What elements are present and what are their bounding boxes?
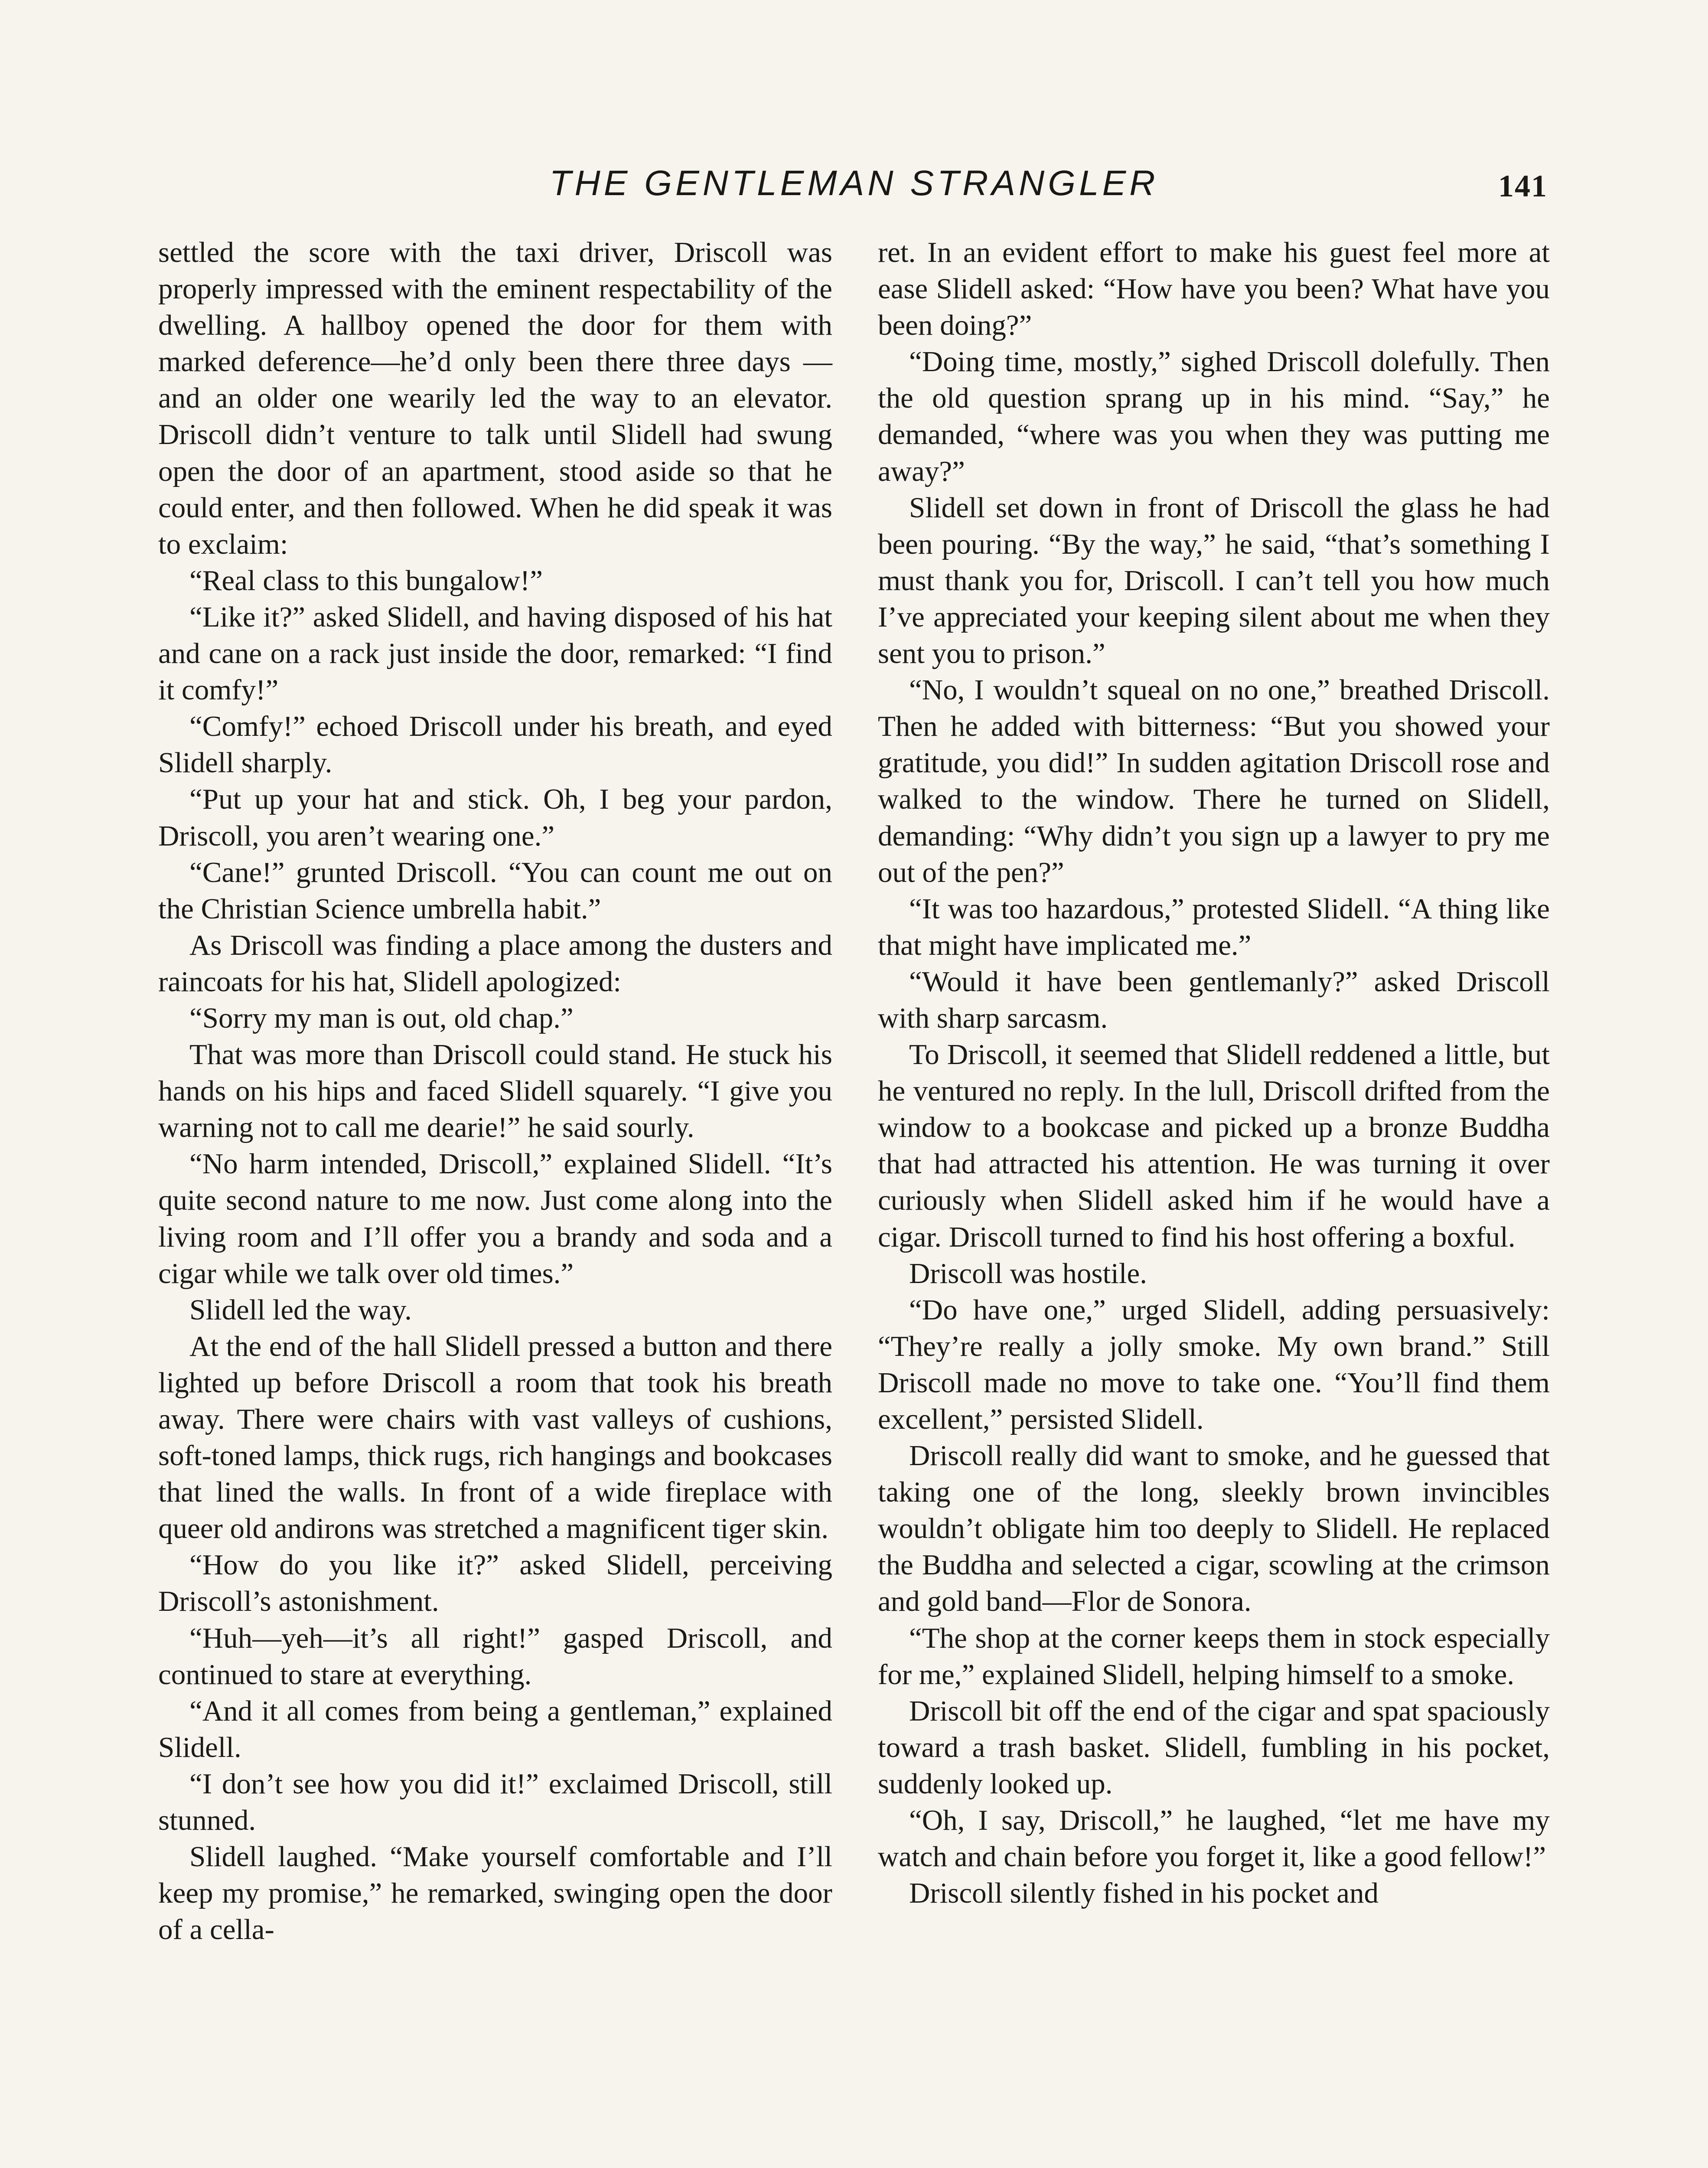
paragraph: Slidell set down in front of Driscoll the glass he had been pouring. “By the way,” he said, “that’s something I must thank you for, Driscoll. I can’t tell you how much I’ve appreciated your keeping silent about me when they sent you to prison.”	[878, 491, 1550, 670]
paragraph: “The shop at the corner keeps them in stock especially for me,” explained Slidell, helping himself to a smoke.	[878, 1622, 1550, 1691]
paragraph: Driscoll really did want to smoke, and he guessed that taking one of the long, sleekly brown invincibles wouldn’t obligate him too deeply to Slidell. He replaced the Buddha and selected a cigar, scowling at the crimson and gold band—Flor de Sonora.	[878, 1440, 1550, 1618]
paragraph: “Doing time, mostly,” sighed Driscoll dolefully. Then the old question sprang up in his mind. “Say,” he demanded, “where was you when they was putting me away?”	[878, 346, 1550, 487]
paragraph: “It was too hazardous,” protested Slidell. “A thing like that might have implicated me.”	[878, 892, 1550, 961]
paragraph: “Cane!” grunted Driscoll. “You can count me out on the Christian Science umbrella habit.”	[158, 856, 832, 925]
paragraph: Slidell led the way.	[189, 1293, 412, 1326]
paragraph: “And it all comes from being a gentleman,” explained Slidell.	[158, 1695, 832, 1763]
paragraph: “Comfy!” echoed Driscoll under his breath, and eyed Slidell sharply.	[158, 710, 832, 779]
paragraph: “Would it have been gentlemanly?” asked Driscoll with sharp sarcasm.	[878, 965, 1550, 1034]
right-column	[878, 234, 1550, 1911]
paragraph: Driscoll silently fished in his pocket and	[909, 1877, 1379, 1910]
paragraph: “Do have one,” urged Slidell, adding persuasively: “They’re really a jolly smoke. My own brand.” Still Driscoll made no move to take one. “You’ll find them excellent,” persisted Slidell.	[878, 1293, 1550, 1435]
paragraph: ret. In an evident effort to make his guest feel more at ease Slidell asked: “How have you been? What have you been doing?”	[878, 236, 1550, 342]
running-title: THE GENTLEMAN STRANGLER	[549, 163, 1159, 203]
paragraph: Driscoll was hostile.	[909, 1257, 1147, 1290]
paragraph: “Put up your hat and stick. Oh, I beg your pardon, Driscoll, you aren’t wearing one.”	[158, 783, 832, 852]
paragraph: Slidell laughed. “Make yourself comfortable and I’ll keep my promise,” he remarked, swinging open the door of a cella-	[158, 1841, 832, 1946]
paragraph: “How do you like it?” asked Slidell, perceiving Driscoll’s astonishment.	[158, 1549, 832, 1618]
paragraph: As Driscoll was finding a place among the dusters and raincoats for his hat, Slidell apologized:	[158, 929, 832, 998]
paragraph: “Sorry my man is out, old chap.”	[189, 1002, 574, 1034]
paragraph: At the end of the hall Slidell pressed a button and there lighted up before Driscoll a room that took his breath away. There were chairs with vast valleys of cushions, soft-toned lamps, thick rugs, rich hangings and bookcases that lined the walls. In front of a wide fireplace with queer old andirons was stretched a magnificent tiger skin.	[158, 1330, 832, 1545]
paragraph: “Oh, I say, Driscoll,” he laughed, “let me have my watch and chain before you forget it, like a good fellow!”	[878, 1804, 1550, 1873]
running-head	[0, 160, 1708, 207]
page-number: 141	[1498, 169, 1548, 203]
paragraph: “No, I wouldn’t squeal on no one,” breathed Driscoll. Then he added with bitterness: “But you showed your gratitude, you did!” In sudden agitation Driscoll rose and walked to the window. There he turned on Slidell, demanding: “Why didn’t you sign up a lawyer to pry me out of the pen?”	[878, 674, 1550, 888]
paragraph: To Driscoll, it seemed that Slidell reddened a little, but he ventured no reply. In the lull, Driscoll drifted from the window to a bookcase and picked up a bronze Buddha that had attracted his attention. He was turning it over curiously when Slidell asked him if he would have a cigar. Driscoll turned to find his host offering a boxful.	[878, 1038, 1550, 1253]
paragraph: “Real class to this bungalow!”	[189, 564, 543, 597]
paragraph: settled the score with the taxi driver, Driscoll was properly impressed with the eminent respectability of the dwelling. A hallboy opened the door for them with marked deference—he’d only been there three days —and an older one wearily led the way to an elevator. Driscoll didn’t venture to talk until Slidell had swung open the door of an apartment, stood aside so that he could enter, and then followed. When he did speak it was to exclaim:	[158, 236, 832, 560]
paragraph: “No harm intended, Driscoll,” explained Slidell. “It’s quite second nature to me now. Just come along into the living room and I’ll offer you a brandy and soda and a cigar while we talk over old times.”	[158, 1148, 832, 1290]
paragraph: That was more than Driscoll could stand. He stuck his hands on his hips and faced Slidell squarely. “I give you warning not to call me dearie!” he said sourly.	[158, 1038, 832, 1144]
paragraph: “I don’t see how you did it!” exclaimed Driscoll, still stunned.	[158, 1767, 832, 1837]
paragraph: “Huh—yeh—it’s all right!” gasped Driscoll, and continued to stare at everything.	[158, 1622, 832, 1691]
paragraph: Driscoll bit off the end of the cigar and spat spaciously toward a trash basket. Slidell, fumbling in his pocket, suddenly looked up.	[878, 1695, 1550, 1800]
left-column	[158, 234, 832, 1948]
paragraph: “Like it?” asked Slidell, and having disposed of his hat and cane on a rack just inside the door, remarked: “I find it comfy!”	[158, 601, 832, 706]
